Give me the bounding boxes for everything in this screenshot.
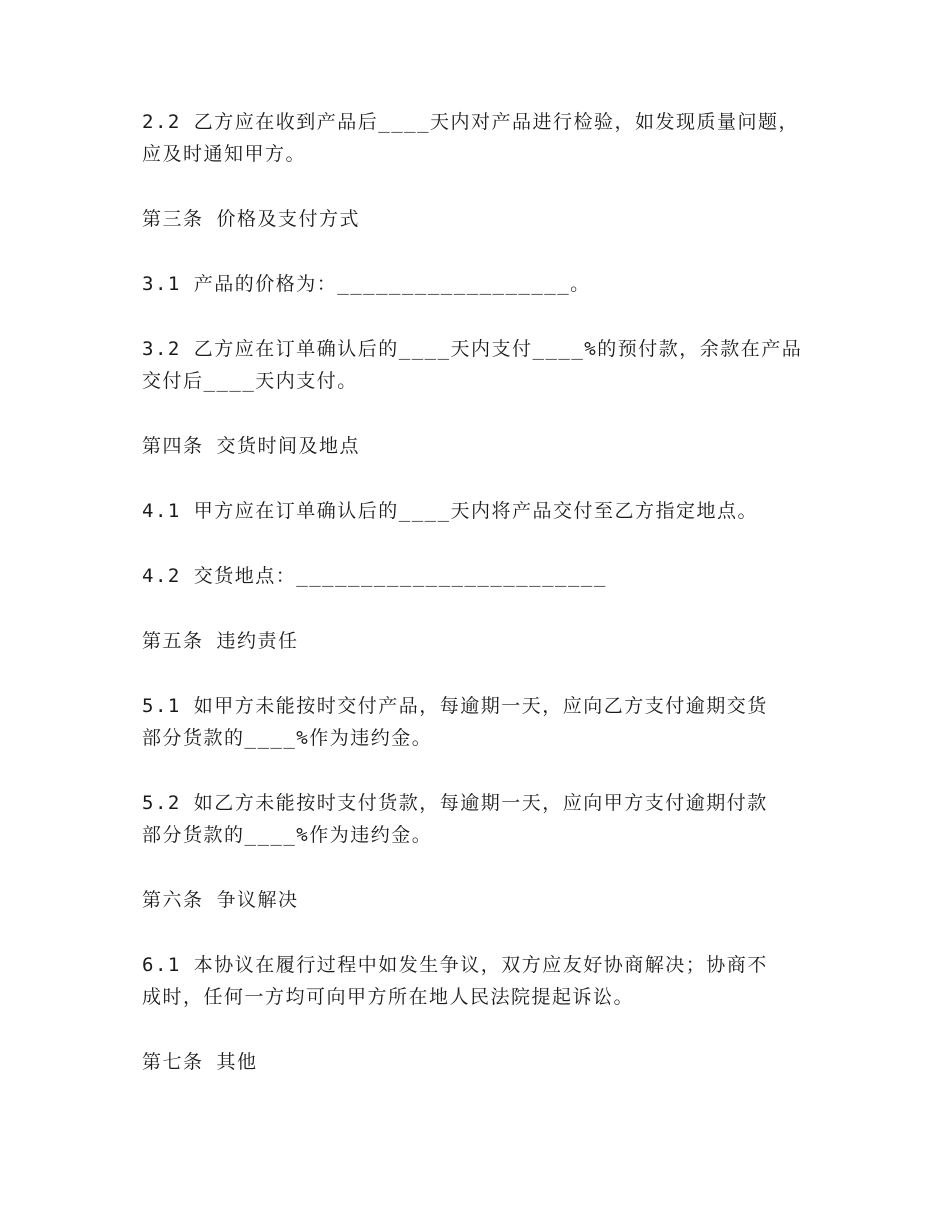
clause-5-1-line-1: 5.1 如甲方未能按时交付产品，每逾期一天，应向乙方支付逾期交货 [142,695,768,717]
clause-3-2 [142,333,802,397]
clause-6-1 [142,949,768,1013]
article-4-heading: 第四条 交货时间及地点 [142,435,360,457]
article-7-heading: 第七条 其他 [142,1051,258,1073]
clause-5-2 [142,787,768,851]
clause-3-2-line-2: 交付后____天内支付。 [142,370,358,392]
clause-5-1 [142,690,768,754]
clause-5-2-line-1: 5.2 如乙方未能按时支付货款，每逾期一天，应向甲方支付逾期付款 [142,792,768,814]
article-6-heading: 第六条 争议解决 [142,889,299,911]
clause-2-2 [142,106,799,170]
article-5-heading: 第五条 违约责任 [142,630,299,652]
clause-2-2-line-2: 应及时通知甲方。 [142,143,307,165]
article-3-heading: 第三条 价格及支付方式 [142,208,360,230]
clause-5-2-line-2: 部分货款的____%作为违约金。 [142,824,433,846]
clause-6-1-line-2: 成时，任何一方均可向甲方所在地人民法院提起诉讼。 [142,986,635,1008]
clause-5-1-line-2: 部分货款的____%作为违约金。 [142,727,433,749]
clause-3-2-line-1: 3.2 乙方应在订单确认后的____天内支付____%的预付款，余款在产品 [142,338,803,360]
clause-4-1: 4.1 甲方应在订单确认后的____天内将产品交付至乙方指定地点。 [142,500,759,522]
clause-6-1-line-1: 6.1 本协议在履行过程中如发生争议，双方应友好协商解决；协商不 [142,954,768,976]
clause-2-2-line-1: 2.2 乙方应在收到产品后____天内对产品进行检验，如发现质量问题， [142,111,800,133]
clause-4-2: 4.2 交货地点：________________________ [142,565,607,587]
clause-3-1: 3.1 产品的价格为：__________________。 [142,273,591,295]
